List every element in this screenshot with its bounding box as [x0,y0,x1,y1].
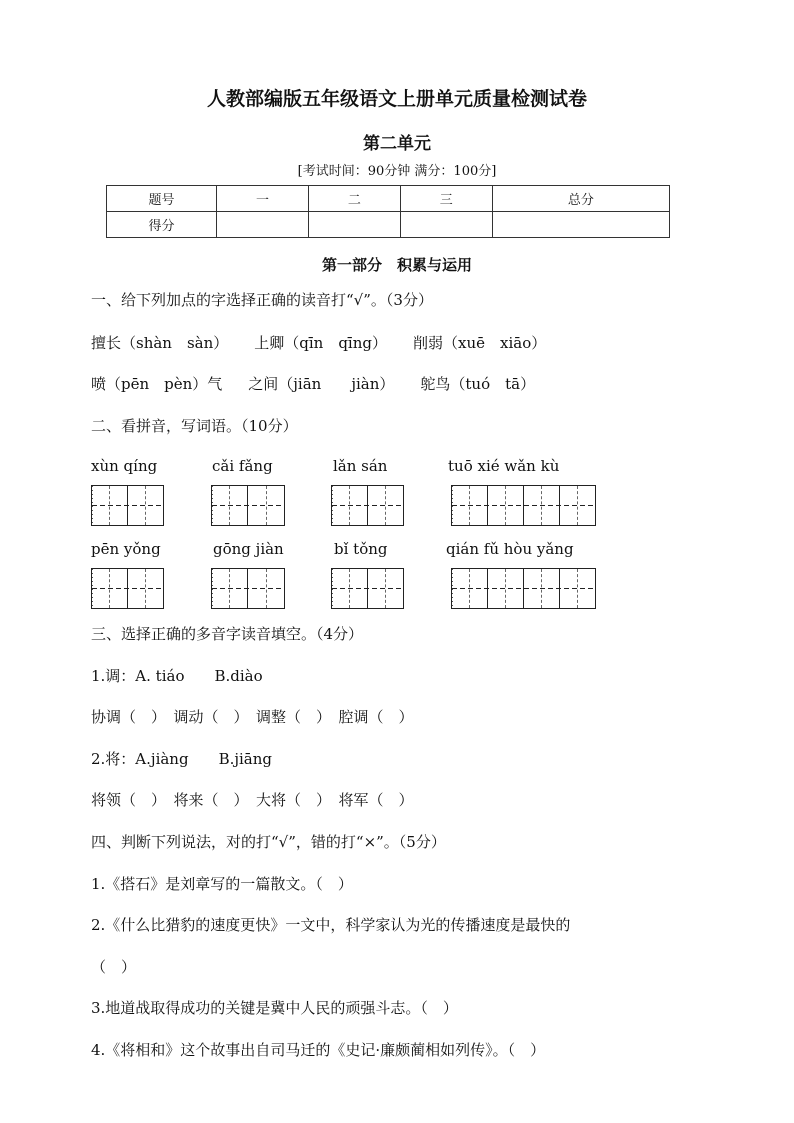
score-cell[interactable] [217,212,309,238]
writing-grid[interactable] [331,485,404,526]
pinyin-label: gōng jiàn [213,540,284,558]
q1-item[interactable]: 喷（pēn pèn）气 [91,375,223,393]
q1-line1 [91,332,546,353]
part1-title: 第一部分 积累与运用 [321,256,472,274]
page-title: 人教部编版五年级语文上册单元质量检测试卷 [206,88,587,110]
q4-statement-3[interactable]: 3.地道战取得成功的关键是冀中人民的顽强斗志。（ ） [91,999,458,1017]
score-table-header-cell: 二 [308,186,400,212]
q2-title: 二、看拼音，写词语。（10分） [91,417,298,435]
unit-subtitle: 第二单元 [363,134,431,154]
q1-item[interactable]: 上卿（qīn qīng） [254,334,387,352]
writing-grid[interactable] [331,568,404,609]
pinyin-label: bǐ tǒng [334,540,388,558]
pinyin-label: tuō xié wǎn kù [448,457,560,475]
q4-statement-2-blank[interactable]: （ ） [91,958,137,976]
q1-item[interactable]: 鸵鸟（tuó tā） [420,375,536,393]
q4-title: 四、判断下列说法，对的打“√”，错的打“×”。（5分） [91,833,446,851]
pinyin-label: pēn yǒng [91,540,161,558]
q3-item2-words[interactable]: 将领（ ） 将来（ ） 大将（ ） 将军（ ） [91,791,414,809]
q1-title: 一、给下列加点的字选择正确的读音打“√”。（3分） [91,291,433,309]
q4-statement-1[interactable]: 1.《搭石》是刘章写的一篇散文。（ ） [91,875,353,893]
score-table-header-row [107,186,670,212]
q3-title: 三、选择正确的多音字读音填空。（4分） [91,625,364,643]
writing-grid[interactable] [451,485,596,526]
q1-item[interactable]: 削弱（xuē xiāo） [413,334,547,352]
score-cell[interactable] [492,212,669,238]
score-table-header-cell: 总分 [492,186,669,212]
writing-grid[interactable] [91,485,164,526]
score-table-header-cell: 三 [400,186,492,212]
score-table [106,185,670,238]
score-table-score-row [107,212,670,238]
pinyin-label: cǎi fǎng [212,457,273,475]
q4-statement-2[interactable]: 2.《什么比猎豹的速度更快》一文中，科学家认为光的传播速度是最快的 [91,916,571,934]
score-table-header-cell: 一 [217,186,309,212]
exam-info: [考试时间：90分钟 满分：100分] [297,164,497,179]
q1-line2 [91,373,535,394]
pinyin-label: qián fǔ hòu yǎng [446,540,574,558]
writing-grid[interactable] [91,568,164,609]
pinyin-label: lǎn sán [333,457,388,475]
writing-grid[interactable] [451,568,596,609]
q3-item2: 2.将：A.jiàng B.jiāng [91,750,273,768]
pinyin-label: xùn qíng [91,457,158,475]
q3-item1-words[interactable]: 协调（ ） 调动（ ） 调整（ ） 腔调（ ） [91,708,414,726]
score-cell[interactable] [308,212,400,238]
writing-grid[interactable] [211,568,285,609]
q1-item[interactable]: 擅长（shàn sàn） [91,334,229,352]
score-cell[interactable] [400,212,492,238]
score-table-header-cell: 题号 [107,186,217,212]
q3-item1: 1.调：A. tiáo B.diào [91,667,263,685]
q1-item[interactable]: 之间（jiān jiàn） [248,375,395,393]
score-row-label: 得分 [107,212,217,238]
q4-statement-4[interactable]: 4.《将相和》这个故事出自司马迁的《史记·廉颇蔺相如列传》。（ ） [91,1041,546,1059]
writing-grid[interactable] [211,485,285,526]
